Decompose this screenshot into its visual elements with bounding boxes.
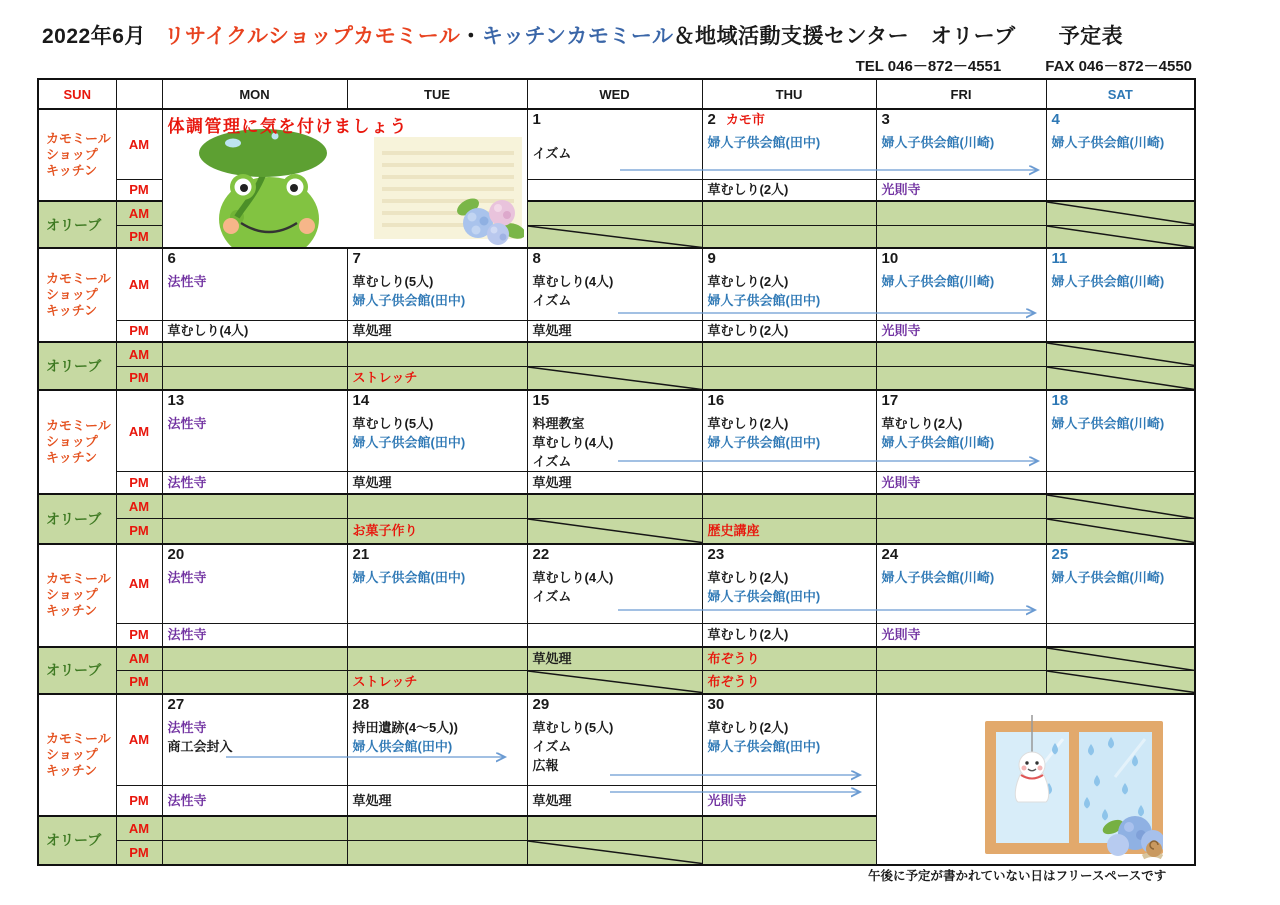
event: ストレッチ <box>352 369 418 385</box>
olive-cell-mon-pm <box>162 519 347 544</box>
olive-cell-fri-am <box>876 201 1046 225</box>
event: 法性寺 <box>167 719 207 735</box>
cell-sat-pm <box>1046 624 1195 647</box>
ampm-label: AM <box>116 390 162 472</box>
date-number: 3 <box>881 111 890 128</box>
olive-cell-thu-pm <box>702 225 876 248</box>
week-3-am-row <box>38 390 1195 472</box>
cell-thu-pm <box>702 786 876 816</box>
olive-cell-mon-pm <box>162 366 347 390</box>
event: 布ぞうり <box>707 650 760 666</box>
date-number: 28 <box>352 695 370 713</box>
event: 婦人子供会館(田中) <box>707 293 821 308</box>
olive-cell-mon-am <box>162 816 347 841</box>
event: 草むしり(2人) <box>707 719 789 735</box>
cell-mon-pm <box>162 624 347 647</box>
olive-cell-thu-pm <box>702 671 876 694</box>
header-spacer <box>116 79 162 109</box>
event: 婦人子供会館(田中) <box>352 435 466 450</box>
row-label-chamomile: カモミール ショップ キッチン <box>38 544 116 647</box>
cell-wed-am <box>527 109 702 179</box>
cell-wed-am <box>527 390 702 472</box>
olive-cell-tue-pm <box>347 366 527 390</box>
diagonal-strike <box>528 226 702 248</box>
title-separator: ・ <box>460 25 482 48</box>
row-label-olive: オリーブ <box>38 494 116 544</box>
cell-tue-am <box>347 248 527 320</box>
diagonal-strike <box>1047 343 1195 366</box>
ampm-label: PM <box>116 841 162 865</box>
olive-cell-wed-pm <box>527 671 702 694</box>
rainy-window-cell <box>876 694 1195 865</box>
event: 布ぞうり <box>707 673 760 689</box>
cell-wed-pm <box>527 179 702 201</box>
fax-number: FAX 046－872－4550 <box>1045 58 1192 75</box>
olive-cell-tue-am <box>347 342 527 366</box>
event: 婦人子供会館(田中) <box>352 293 466 308</box>
cell-thu-am <box>702 694 876 786</box>
row-label-olive: オリーブ <box>38 816 116 865</box>
ampm-label: PM <box>116 366 162 390</box>
row-label-chamomile: カモミール ショップ キッチン <box>38 109 116 201</box>
event: イズム <box>532 738 572 754</box>
event: 婦人子供会館(川崎) <box>881 569 995 585</box>
olive-cell-thu-am <box>702 647 876 671</box>
ampm-label: PM <box>116 624 162 647</box>
event: 草処理 <box>352 323 392 339</box>
date-number: 7 <box>352 250 361 267</box>
date-number: 4 <box>1051 111 1060 128</box>
frog-illustration <box>185 127 345 248</box>
cell-thu-am <box>702 544 876 624</box>
event: 法性寺 <box>167 274 207 289</box>
event: 草処理 <box>352 792 392 808</box>
event: お菓子作り <box>352 522 418 538</box>
ampm-label: PM <box>116 320 162 342</box>
ampm-label: AM <box>116 647 162 671</box>
cell-wed-pm <box>527 624 702 647</box>
cell-wed-pm <box>527 472 702 494</box>
event: 婦人子供会館(川崎) <box>881 135 995 150</box>
date-note: カモ市 <box>725 112 765 127</box>
olive-cell-thu-pm <box>702 519 876 544</box>
rainy-window-illustration <box>985 715 1163 860</box>
date-number: 20 <box>167 545 185 563</box>
date-number: 30 <box>707 695 725 713</box>
cell-mon-pm <box>162 786 347 816</box>
week-2-olive-am-row <box>38 342 1195 366</box>
event: 法性寺 <box>167 569 207 585</box>
event: 広報 <box>532 757 559 773</box>
cell-sat-pm <box>1046 472 1195 494</box>
cell-sat-pm <box>1046 320 1195 342</box>
olive-cell-fri-pm <box>876 519 1046 544</box>
date-number: 18 <box>1051 392 1069 409</box>
event: 法性寺 <box>167 792 207 808</box>
week-4-pm-row <box>38 624 1195 647</box>
olive-cell-thu-am <box>702 494 876 519</box>
diagonal-strike <box>1047 648 1195 671</box>
cell-thu-am <box>702 390 876 472</box>
event: 草むしり(2人) <box>707 323 789 339</box>
olive-cell-sat-am <box>1046 342 1195 366</box>
date-number: 14 <box>352 392 370 409</box>
olive-cell-thu-am <box>702 816 876 841</box>
week-2-am-row <box>38 248 1195 320</box>
olive-cell-sat-pm <box>1046 225 1195 248</box>
contact-info <box>856 55 1192 76</box>
cell-thu-pm <box>702 624 876 647</box>
week-4-am-row <box>38 544 1195 624</box>
title-year-month: 2022年6月 <box>42 25 146 48</box>
date-number: 24 <box>881 545 899 563</box>
row-label-olive: オリーブ <box>38 342 116 390</box>
olive-cell-sat-pm <box>1046 671 1195 694</box>
ampm-label: AM <box>116 816 162 841</box>
week-2-pm-row <box>38 320 1195 342</box>
cell-fri-am <box>876 248 1046 320</box>
event: 法性寺 <box>167 416 207 431</box>
ampm-label: AM <box>116 544 162 624</box>
ampm-label: PM <box>116 671 162 694</box>
title-shop-name: リサイクルショップカモミール <box>163 25 461 48</box>
cell-mon-am <box>162 694 347 786</box>
cell-tue-am <box>347 694 527 786</box>
schedule-table <box>37 78 1196 866</box>
olive-cell-wed-pm <box>527 519 702 544</box>
event: 草処理 <box>532 474 572 490</box>
notice-and-mascot-cell <box>162 109 527 248</box>
olive-cell-tue-pm <box>347 841 527 865</box>
olive-cell-mon-am <box>162 342 347 366</box>
cell-wed-am <box>527 694 702 786</box>
date-number: 11 <box>1051 250 1068 267</box>
diagonal-strike <box>528 519 702 543</box>
olive-cell-sat-pm <box>1046 366 1195 390</box>
cell-fri-pm <box>876 179 1046 201</box>
date-number: 8 <box>532 250 541 267</box>
event: 草処理 <box>532 650 572 666</box>
date-number: 21 <box>352 545 370 563</box>
olive-cell-mon-pm <box>162 841 347 865</box>
olive-cell-mon-am <box>162 494 347 519</box>
cell-fri-am <box>876 390 1046 472</box>
olive-cell-wed-am <box>527 201 702 225</box>
event: 光則寺 <box>881 323 921 339</box>
olive-cell-sat-am <box>1046 494 1195 519</box>
page-title <box>42 20 1123 50</box>
event: 婦人子供会館(田中) <box>707 135 821 150</box>
header-mon: MON <box>162 79 347 109</box>
week-3-olive-am-row <box>38 494 1195 519</box>
date-number: 15 <box>532 392 550 409</box>
olive-cell-thu-am <box>702 201 876 225</box>
olive-cell-wed-pm <box>527 366 702 390</box>
event: 草処理 <box>352 474 392 490</box>
cell-sat-am <box>1046 248 1195 320</box>
date-number: 9 <box>707 250 716 267</box>
cell-fri-pm <box>876 624 1046 647</box>
cell-fri-pm <box>876 320 1046 342</box>
event: 草むしり(5人) <box>532 719 614 735</box>
cell-tue-pm <box>347 320 527 342</box>
ampm-label: PM <box>116 179 162 201</box>
olive-cell-tue-pm <box>347 671 527 694</box>
event: 光則寺 <box>881 182 921 198</box>
event: 草むしり(4人) <box>532 274 614 289</box>
header-sun: SUN <box>38 79 116 109</box>
cell-mon-pm <box>162 320 347 342</box>
cell-thu-pm <box>702 320 876 342</box>
date-number: 17 <box>881 392 899 409</box>
olive-cell-fri-am <box>876 494 1046 519</box>
olive-cell-thu-pm <box>702 366 876 390</box>
diagonal-strike <box>1047 367 1195 390</box>
diagonal-strike <box>1047 226 1195 248</box>
date-number: 23 <box>707 545 725 563</box>
cell-fri-am <box>876 544 1046 624</box>
date-number: 16 <box>707 392 725 409</box>
event: 婦人子供会館(川崎) <box>881 274 995 289</box>
cell-mon-am <box>162 248 347 320</box>
diagonal-strike <box>528 367 702 390</box>
cell-wed-pm <box>527 786 702 816</box>
cell-wed-pm <box>527 320 702 342</box>
header-thu: THU <box>702 79 876 109</box>
date-number: 27 <box>167 695 185 713</box>
ampm-label: AM <box>116 248 162 320</box>
event: 法性寺 <box>167 627 207 643</box>
header-tue: TUE <box>347 79 527 109</box>
date-number: 1 <box>532 111 541 128</box>
week-3-pm-row <box>38 472 1195 494</box>
event: 持田遺跡(4～5人)) <box>352 719 458 735</box>
event: ストレッチ <box>352 673 418 689</box>
ampm-label: PM <box>116 519 162 544</box>
diagonal-strike <box>1047 495 1195 519</box>
event: 光則寺 <box>881 627 921 643</box>
event: 婦人子供会館(田中) <box>707 738 821 754</box>
event: 草むしり(2人) <box>707 627 789 643</box>
olive-cell-wed-am <box>527 816 702 841</box>
diagonal-strike <box>528 671 702 693</box>
cell-mon-am <box>162 390 347 472</box>
event: 婦人子供会館(川崎) <box>881 435 995 450</box>
cell-thu-pm <box>702 179 876 201</box>
health-notice: 体調管理に気を付けましょう <box>167 117 408 136</box>
event: 草むしり(2人) <box>707 182 789 198</box>
event: 歴史講座 <box>707 522 760 538</box>
cell-tue-pm <box>347 472 527 494</box>
olive-cell-tue-am <box>347 494 527 519</box>
event: 婦人子供会館(田中) <box>352 569 466 585</box>
cell-sat-am <box>1046 109 1195 179</box>
event: イズム <box>532 293 572 308</box>
event: イズム <box>532 454 572 469</box>
row-label-olive: オリーブ <box>38 647 116 694</box>
ampm-label: PM <box>116 786 162 816</box>
header-sat: SAT <box>1046 79 1195 109</box>
event: 草むしり(5人) <box>352 274 434 289</box>
olive-cell-thu-am <box>702 342 876 366</box>
header-wed: WED <box>527 79 702 109</box>
olive-cell-fri-am <box>876 342 1046 366</box>
row-label-chamomile: カモミール ショップ キッチン <box>38 694 116 816</box>
row-label-olive: オリーブ <box>38 201 116 248</box>
event: 婦人供会館(田中) <box>352 738 453 754</box>
ampm-label: AM <box>116 694 162 786</box>
olive-cell-tue-pm <box>347 519 527 544</box>
event: 法性寺 <box>167 474 207 490</box>
event: 商工会封入 <box>167 738 233 754</box>
week-3-olive-pm-row <box>38 519 1195 544</box>
cell-fri-pm <box>876 472 1046 494</box>
ampm-label: PM <box>116 225 162 248</box>
week-4-olive-am-row <box>38 647 1195 671</box>
diagonal-strike <box>1047 671 1195 693</box>
event: 婦人子供会館(川崎) <box>1051 416 1165 431</box>
event: 草むしり(2人) <box>707 416 789 431</box>
cell-tue-pm <box>347 786 527 816</box>
date-number: 2 カモ市 <box>707 111 765 128</box>
event: 草むしり(5人) <box>352 416 434 431</box>
olive-cell-fri-pm <box>876 225 1046 248</box>
row-label-chamomile: カモミール ショップ キッチン <box>38 390 116 494</box>
olive-cell-sat-pm <box>1046 519 1195 544</box>
olive-cell-sat-am <box>1046 647 1195 671</box>
date-number: 13 <box>167 392 185 409</box>
olive-cell-thu-pm <box>702 841 876 865</box>
olive-cell-fri-pm <box>876 366 1046 390</box>
olive-cell-wed-am <box>527 647 702 671</box>
olive-cell-tue-am <box>347 816 527 841</box>
event: 料理教室 <box>532 416 585 431</box>
memo-pad-illustration <box>372 135 524 245</box>
week-5-am-row <box>38 694 1195 786</box>
event: 光則寺 <box>707 792 747 808</box>
event: 婦人子供会館(川崎) <box>1051 569 1165 585</box>
olive-cell-mon-am <box>162 647 347 671</box>
cell-sat-am <box>1046 390 1195 472</box>
cell-sat-pm <box>1046 179 1195 201</box>
event: 光則寺 <box>881 474 921 490</box>
event: 婦人子供会館(田中) <box>707 588 821 604</box>
diagonal-strike <box>1047 202 1195 225</box>
event: 草むしり(4人) <box>532 435 614 450</box>
cell-sat-am <box>1046 544 1195 624</box>
week-4-olive-pm-row <box>38 671 1195 694</box>
event: 草むしり(2人) <box>707 569 789 585</box>
diagonal-strike <box>528 841 702 864</box>
row-label-chamomile: カモミール ショップ キッチン <box>38 248 116 342</box>
header-fri: FRI <box>876 79 1046 109</box>
date-number: 29 <box>532 695 550 713</box>
olive-cell-fri-am <box>876 647 1046 671</box>
olive-cell-fri-pm <box>876 671 1046 694</box>
olive-cell-wed-pm <box>527 841 702 865</box>
event: イズム <box>532 146 572 161</box>
cell-tue-pm <box>347 624 527 647</box>
ampm-label: AM <box>116 201 162 225</box>
cell-fri-am <box>876 109 1046 179</box>
ampm-label: AM <box>116 494 162 519</box>
cell-thu-pm <box>702 472 876 494</box>
date-number: 25 <box>1051 545 1069 563</box>
footer-note: 午後に予定が書かれていない日はフリースペースです <box>868 869 1167 883</box>
weekday-header-row <box>38 79 1195 109</box>
event: 草むしり(2人) <box>881 416 963 431</box>
cell-mon-am <box>162 544 347 624</box>
week-1-am-row <box>38 109 1195 179</box>
event: イズム <box>532 588 572 604</box>
ampm-label: PM <box>116 472 162 494</box>
olive-cell-tue-am <box>347 647 527 671</box>
diagonal-strike <box>1047 519 1195 543</box>
cell-wed-am <box>527 544 702 624</box>
ampm-label: AM <box>116 109 162 179</box>
title-kitchen-name: キッチンカモミール <box>481 25 674 48</box>
ampm-label: AM <box>116 342 162 366</box>
cell-tue-am <box>347 390 527 472</box>
event: 草処理 <box>532 792 572 808</box>
date-number: 6 <box>167 250 176 267</box>
olive-cell-wed-am <box>527 342 702 366</box>
cell-thu-am <box>702 109 876 179</box>
tel-number: TEL 046－872－4551 <box>855 58 1002 75</box>
event: 婦人子供会館(田中) <box>707 435 821 450</box>
date-number: 22 <box>532 545 550 563</box>
date-number: 10 <box>881 250 899 267</box>
title-center-name: ＆地域活動支援センター オリーブ 予定表 <box>673 25 1124 48</box>
cell-wed-am <box>527 248 702 320</box>
event: 婦人子供会館(川崎) <box>1051 274 1165 289</box>
event: 草むしり(2人) <box>707 274 789 289</box>
event: 婦人子供会館(川崎) <box>1051 135 1165 150</box>
cell-mon-pm <box>162 472 347 494</box>
cell-thu-am <box>702 248 876 320</box>
olive-cell-wed-pm <box>527 225 702 248</box>
event: 草むしり(4人) <box>532 569 614 585</box>
olive-cell-mon-pm <box>162 671 347 694</box>
event: 草むしり(4人) <box>167 323 249 339</box>
week-2-olive-pm-row <box>38 366 1195 390</box>
olive-cell-wed-am <box>527 494 702 519</box>
olive-cell-sat-am <box>1046 201 1195 225</box>
cell-tue-am <box>347 544 527 624</box>
event: 草処理 <box>532 323 572 339</box>
